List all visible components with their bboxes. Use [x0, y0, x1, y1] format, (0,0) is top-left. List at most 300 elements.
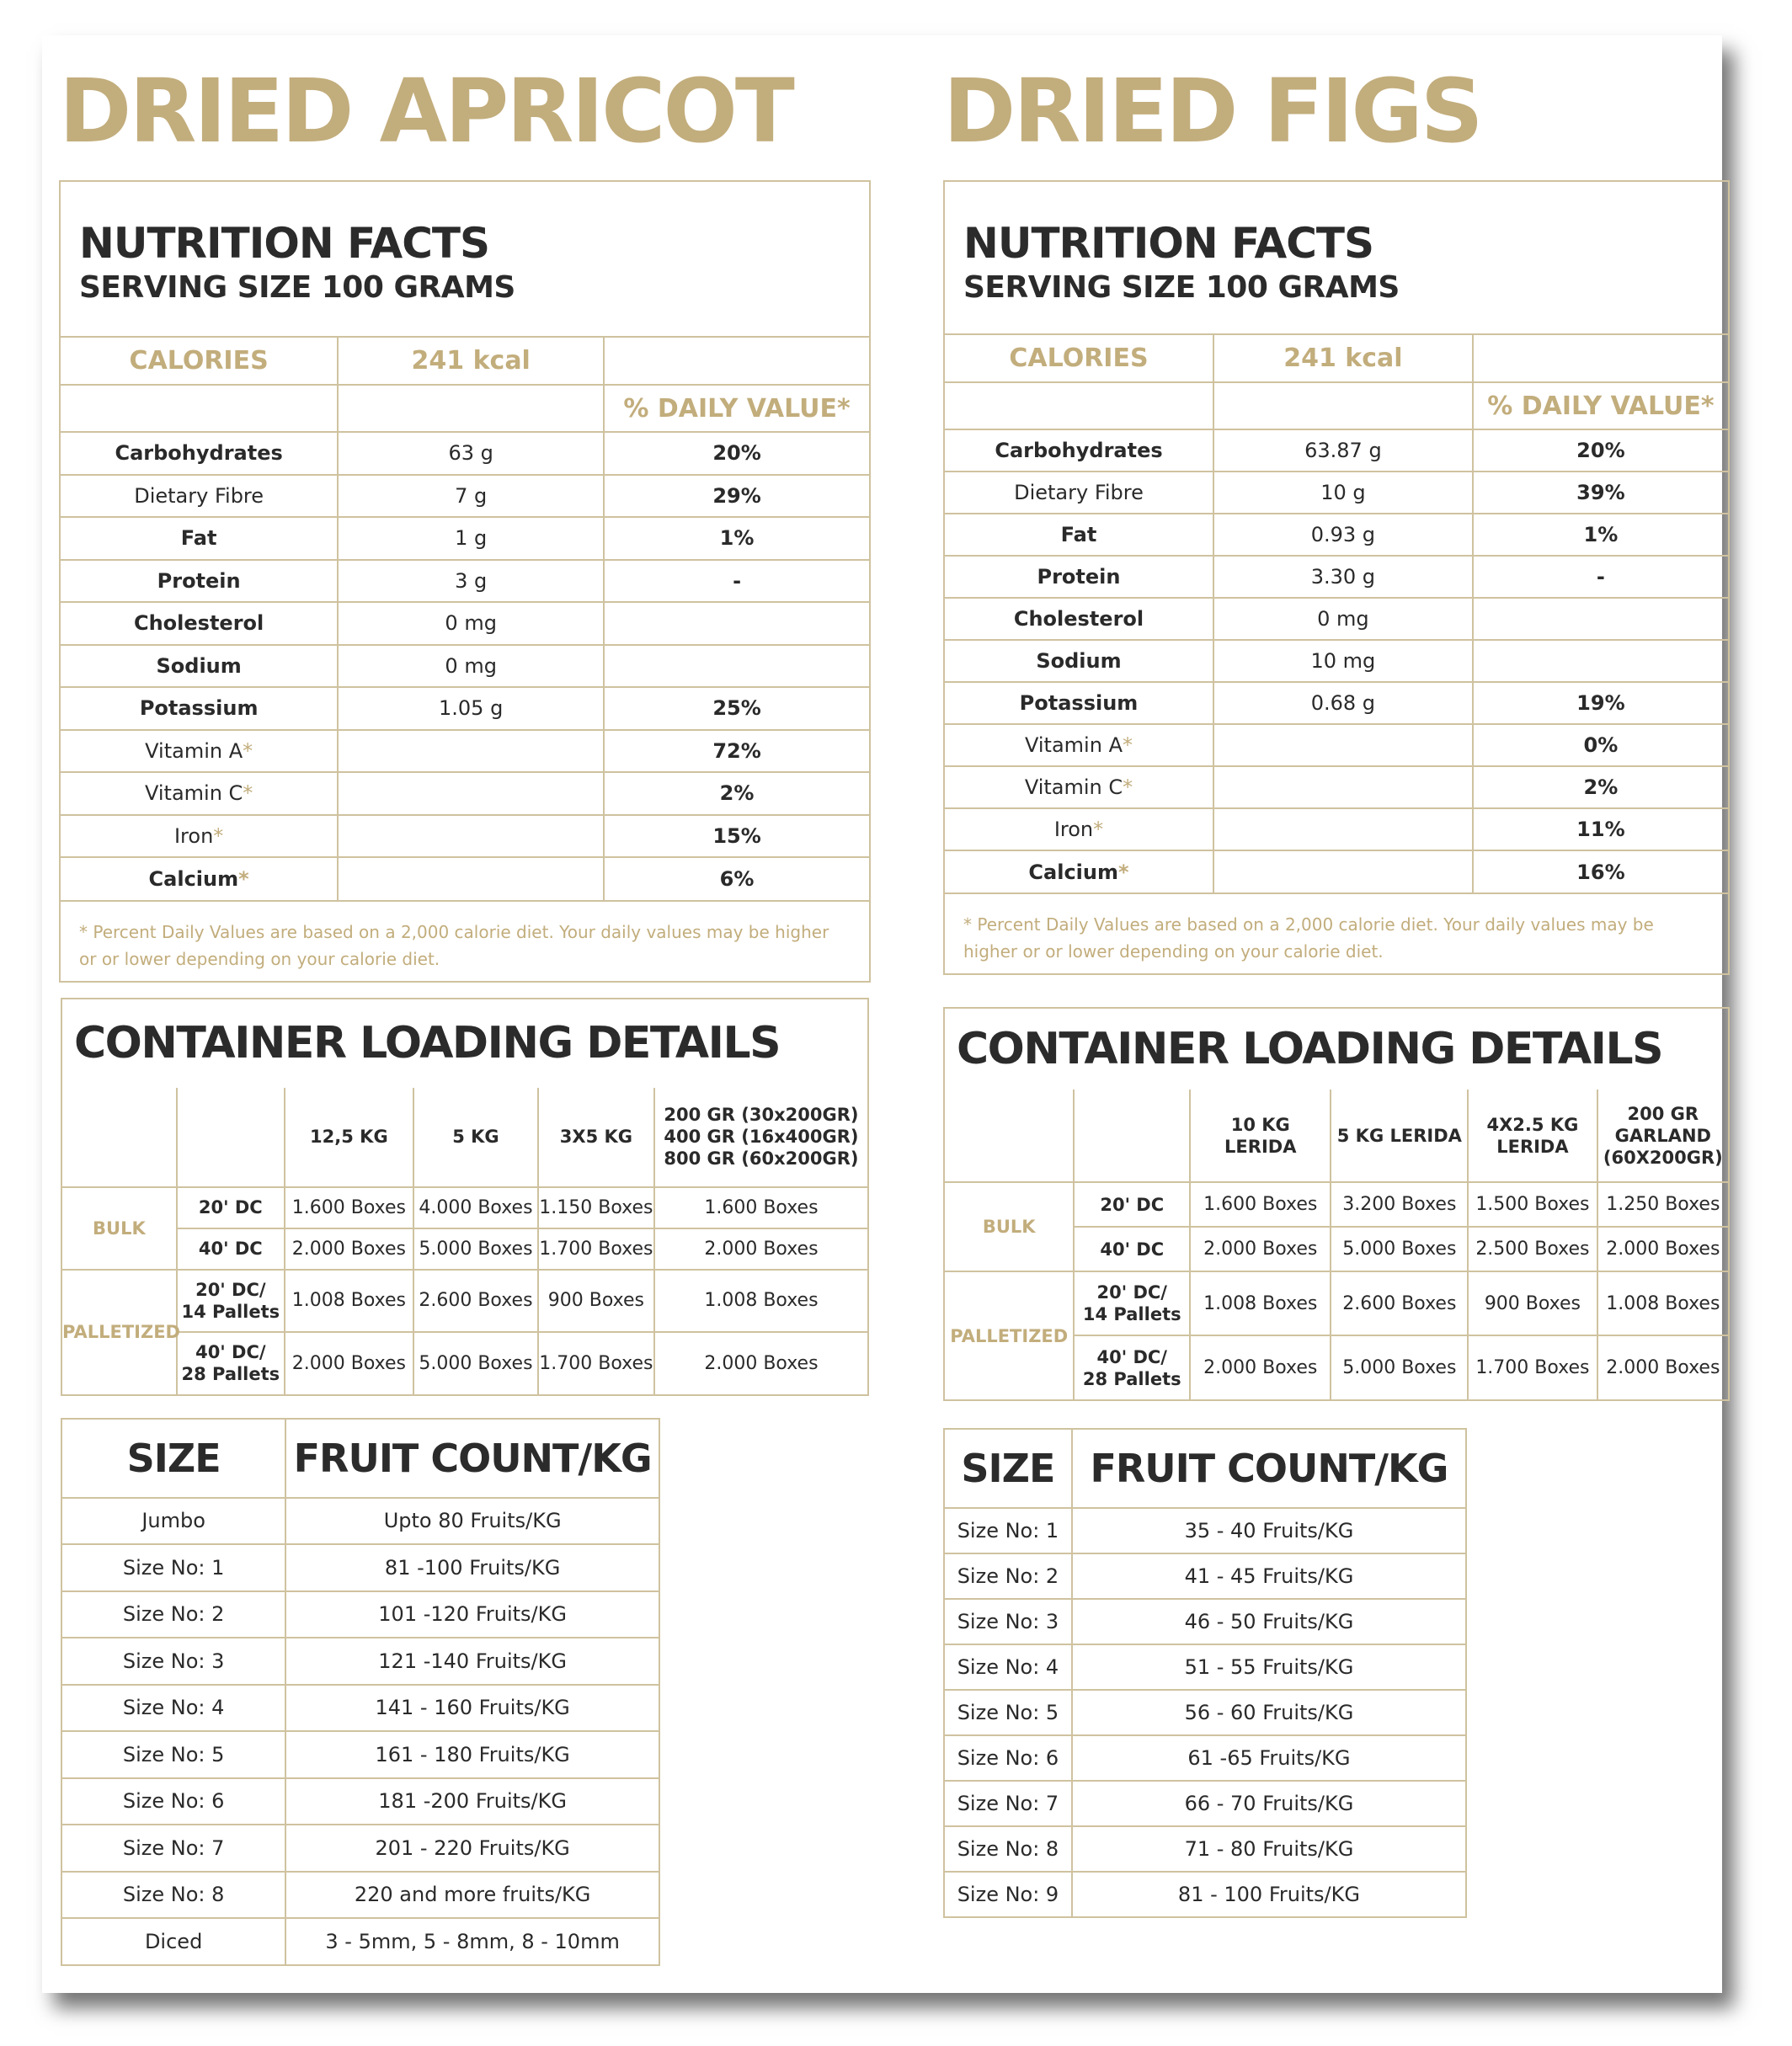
calories-label: CALORIES	[61, 338, 338, 385]
size-row	[944, 1553, 1466, 1599]
size-row	[61, 1544, 659, 1591]
box-count: 5.000 Boxes	[413, 1228, 538, 1270]
size-name: Size No: 2	[944, 1553, 1072, 1599]
container-size	[1074, 1335, 1190, 1399]
header-line: 5 KG	[452, 1127, 499, 1147]
box-count: 2.000 Boxes	[654, 1332, 867, 1394]
box-count: 2.000 Boxes	[1190, 1227, 1331, 1271]
serving-size: SERVING SIZE 100 GRAMS	[963, 270, 1400, 305]
nutrient-amount	[338, 815, 604, 858]
nutrient-label: Vitamin C	[144, 781, 243, 806]
nutrient-row	[945, 598, 1728, 640]
nutrient-name	[945, 850, 1213, 892]
container-size-line: 40' DC/	[195, 1342, 266, 1362]
nutrient-name	[61, 517, 338, 560]
nutrient-amount	[1213, 850, 1473, 892]
empty-cell	[61, 385, 338, 432]
nutrient-name	[945, 429, 1213, 472]
nutrient-label: Carbohydrates	[995, 439, 1163, 462]
nutrient-label: Protein	[157, 568, 241, 593]
nutrient-daily-value: 19%	[1473, 682, 1728, 724]
size-name: Jumbo	[61, 1498, 285, 1545]
nutrient-daily-value: 20%	[1473, 429, 1728, 472]
nutrient-amount: 10 mg	[1213, 640, 1473, 682]
nutrient-daily-value: 11%	[1473, 808, 1728, 850]
box-count: 1.500 Boxes	[1468, 1182, 1597, 1227]
box-count: 3.200 Boxes	[1331, 1182, 1468, 1227]
nutrient-amount: 0 mg	[338, 602, 604, 645]
nutrition-title: NUTRITION FACTS	[79, 219, 490, 268]
nutrition-facts-panel	[943, 180, 1730, 975]
package-size-header	[538, 1088, 654, 1187]
nutrient-name	[61, 730, 338, 773]
size-name: Size No: 5	[944, 1690, 1072, 1735]
package-size-header	[1597, 1090, 1728, 1182]
fruit-count: 161 - 180 Fruits/KG	[285, 1731, 659, 1778]
nutrient-amount: 1.05 g	[338, 687, 604, 730]
empty-cell	[1213, 382, 1473, 429]
nutrition-header	[945, 182, 1728, 335]
nutrient-amount	[1213, 766, 1473, 808]
container-loading-panel	[943, 1007, 1730, 1401]
nutrient-row	[61, 475, 869, 518]
nutrient-row	[61, 687, 869, 730]
nutrient-row	[61, 730, 869, 773]
package-size-header	[654, 1088, 867, 1187]
nutrient-amount: 7 g	[338, 475, 604, 518]
fruit-count: 71 - 80 Fruits/KG	[1072, 1826, 1466, 1872]
size-row	[944, 1735, 1466, 1781]
nutrient-name	[61, 475, 338, 518]
empty-cell	[945, 1090, 1074, 1182]
nutrient-label: Vitamin A	[1025, 733, 1123, 757]
empty-cell	[945, 382, 1213, 429]
spec-sheet	[42, 35, 1722, 1993]
nutrient-daily-value: 25%	[604, 687, 869, 730]
box-count: 1.008 Boxes	[1190, 1271, 1331, 1335]
nutrient-label: Iron	[1053, 818, 1094, 841]
nutrient-name	[945, 724, 1213, 766]
container-size	[1074, 1182, 1190, 1227]
container-size-line: 40' DC	[1100, 1239, 1165, 1260]
header-line: LERIDA	[1496, 1136, 1569, 1157]
nutrient-row	[945, 429, 1728, 472]
nutrient-label: Potassium	[1019, 691, 1139, 715]
box-count: 900 Boxes	[1468, 1271, 1597, 1335]
nutrient-daily-value: 2%	[1473, 766, 1728, 808]
size-name: Size No: 1	[944, 1508, 1072, 1553]
box-count: 5.000 Boxes	[1331, 1227, 1468, 1271]
container-header-row	[62, 1088, 867, 1187]
empty-cell	[338, 385, 604, 432]
size-row	[61, 1872, 659, 1919]
size-header-row	[944, 1429, 1466, 1508]
nutrient-row	[61, 432, 869, 475]
fruit-count: 101 -120 Fruits/KG	[285, 1591, 659, 1638]
nutrient-name	[61, 772, 338, 815]
box-count: 1.600 Boxes	[654, 1187, 867, 1228]
empty-cell	[1074, 1090, 1190, 1182]
size-name: Size No: 3	[944, 1599, 1072, 1644]
nutrient-label: Iron	[173, 823, 214, 848]
size-row	[61, 1638, 659, 1685]
size-row	[61, 1591, 659, 1638]
nutrient-row	[945, 682, 1728, 724]
nutrient-label: Potassium	[139, 696, 259, 721]
size-name: Size No: 9	[944, 1872, 1072, 1917]
container-row	[62, 1332, 867, 1394]
container-size	[177, 1270, 285, 1332]
size-name: Size No: 6	[944, 1735, 1072, 1781]
header-line: GARLAND	[1614, 1125, 1711, 1146]
fruit-count-header: FRUIT COUNT/KG	[285, 1419, 659, 1498]
nutrition-table	[61, 338, 869, 900]
loading-type-label: BULK	[62, 1187, 177, 1270]
nutrient-amount	[1213, 724, 1473, 766]
box-count: 2.000 Boxes	[1597, 1335, 1728, 1399]
fruit-count: 35 - 40 Fruits/KG	[1072, 1508, 1466, 1553]
nutrient-label: Vitamin C	[1024, 775, 1123, 799]
fruit-count: 81 -100 Fruits/KG	[285, 1544, 659, 1591]
nutrient-row	[61, 602, 869, 645]
nutrient-daily-value: -	[1473, 556, 1728, 598]
nutrient-label: Cholesterol	[1013, 607, 1144, 631]
size-name: Size No: 8	[944, 1826, 1072, 1872]
size-name: Size No: 3	[61, 1638, 285, 1685]
dv-header-row	[61, 385, 869, 432]
daily-value-header: % DAILY VALUE*	[604, 385, 869, 432]
size-header: SIZE	[944, 1429, 1072, 1508]
nutrition-title: NUTRITION FACTS	[963, 219, 1374, 268]
container-row	[945, 1182, 1728, 1227]
container-loading-panel	[61, 998, 869, 1396]
nutrient-row	[945, 556, 1728, 598]
calories-label: CALORIES	[945, 335, 1213, 382]
nutrient-row	[61, 772, 869, 815]
nutrient-daily-value: 6%	[604, 857, 869, 900]
fruit-count-table	[943, 1428, 1467, 1918]
footnote: * Percent Daily Values are based on a 2,000 calorie diet. Your daily values may be higher or or lower depending on your calorie diet.	[945, 892, 1728, 973]
nutrient-name	[61, 560, 338, 603]
container-loading-title: CONTAINER LOADING DETAILS	[957, 1024, 1663, 1074]
header-line: 800 GR (60x200GR)	[664, 1148, 859, 1169]
header-line: LERIDA	[1224, 1136, 1297, 1157]
nutrient-daily-value: 72%	[604, 730, 869, 773]
box-count: 2.000 Boxes	[1597, 1227, 1728, 1271]
fruit-count: 181 -200 Fruits/KG	[285, 1778, 659, 1825]
nutrient-amount	[1213, 808, 1473, 850]
nutrient-row	[945, 514, 1728, 556]
container-size-line: 28 Pallets	[181, 1364, 280, 1384]
size-name: Size No: 2	[61, 1591, 285, 1638]
container-size-line: 20' DC	[198, 1197, 263, 1217]
nutrient-amount: 0 mg	[1213, 598, 1473, 640]
nutrient-row	[945, 640, 1728, 682]
container-size	[177, 1332, 285, 1394]
loading-type-label: PALLETIZED	[945, 1271, 1074, 1399]
container-size-line: 28 Pallets	[1082, 1368, 1181, 1389]
container-loading-table	[62, 1088, 867, 1394]
box-count: 1.008 Boxes	[654, 1270, 867, 1332]
nutrient-daily-value: 1%	[604, 517, 869, 560]
nutrient-amount: 3.30 g	[1213, 556, 1473, 598]
nutrient-name	[61, 432, 338, 475]
header-line: 5 KG LERIDA	[1336, 1125, 1462, 1146]
empty-cell	[1473, 335, 1728, 382]
loading-type-label: PALLETIZED	[62, 1270, 177, 1394]
calories-value: 241 kcal	[1213, 335, 1473, 382]
empty-cell	[62, 1088, 177, 1187]
size-row	[944, 1599, 1466, 1644]
size-header-row	[61, 1419, 659, 1498]
calories-row	[945, 335, 1728, 382]
fruit-count: 51 - 55 Fruits/KG	[1072, 1644, 1466, 1690]
package-size-header	[1190, 1090, 1331, 1182]
box-count: 5.000 Boxes	[413, 1332, 538, 1394]
asterisk-mark: *	[243, 781, 253, 806]
nutrient-label: Sodium	[156, 653, 242, 678]
nutrient-daily-value: -	[604, 560, 869, 603]
size-name: Size No: 4	[61, 1685, 285, 1732]
container-size-line: 20' DC/	[1096, 1282, 1167, 1303]
container-size	[1074, 1271, 1190, 1335]
daily-value-header: % DAILY VALUE*	[1473, 382, 1728, 429]
header-line: 12,5 KG	[310, 1127, 388, 1147]
asterisk-mark: *	[238, 866, 249, 891]
nutrient-daily-value: 15%	[604, 815, 869, 858]
box-count: 900 Boxes	[538, 1270, 654, 1332]
package-size-header	[1468, 1090, 1597, 1182]
size-row	[61, 1778, 659, 1825]
container-size-line: 40' DC	[198, 1239, 263, 1259]
nutrient-row	[61, 857, 869, 900]
box-count: 1.008 Boxes	[1597, 1271, 1728, 1335]
nutrient-name	[945, 556, 1213, 598]
asterisk-mark: *	[1118, 860, 1129, 884]
asterisk-mark: *	[1123, 775, 1133, 799]
nutrient-daily-value: 0%	[1473, 724, 1728, 766]
nutrient-row	[61, 517, 869, 560]
nutrient-row	[945, 808, 1728, 850]
nutrient-row	[61, 815, 869, 858]
nutrient-name	[945, 514, 1213, 556]
box-count: 4.000 Boxes	[413, 1187, 538, 1228]
asterisk-mark: *	[1093, 818, 1104, 841]
box-count: 1.700 Boxes	[538, 1332, 654, 1394]
nutrient-amount: 0 mg	[338, 645, 604, 688]
box-count: 1.150 Boxes	[538, 1187, 654, 1228]
box-count: 2.000 Boxes	[285, 1332, 413, 1394]
nutrient-amount	[338, 730, 604, 773]
header-line: 200 GR (30x200GR)	[664, 1105, 859, 1125]
nutrient-label: Calcium	[148, 866, 239, 891]
nutrient-label: Cholesterol	[133, 611, 264, 636]
box-count: 2.600 Boxes	[413, 1270, 538, 1332]
header-line: 4X2.5 KG	[1486, 1114, 1579, 1135]
nutrient-label: Calcium	[1028, 860, 1118, 884]
fruit-count: 61 -65 Fruits/KG	[1072, 1735, 1466, 1781]
nutrient-daily-value	[604, 602, 869, 645]
header-line: (60X200GR)	[1603, 1147, 1723, 1168]
nutrient-daily-value	[1473, 640, 1728, 682]
apricot-column	[59, 35, 867, 1966]
nutrient-amount: 3 g	[338, 560, 604, 603]
loading-type-label: BULK	[945, 1182, 1074, 1271]
nutrient-name	[945, 640, 1213, 682]
nutrient-name	[945, 808, 1213, 850]
size-row	[61, 1918, 659, 1965]
size-row	[61, 1498, 659, 1545]
container-size-line: 14 Pallets	[1082, 1304, 1181, 1324]
box-count: 1.250 Boxes	[1597, 1182, 1728, 1227]
nutrient-daily-value: 20%	[604, 432, 869, 475]
size-row	[944, 1690, 1466, 1735]
container-loading-table	[945, 1090, 1728, 1399]
nutrient-amount: 1 g	[338, 517, 604, 560]
nutrient-row	[945, 724, 1728, 766]
nutrient-label: Dietary Fibre	[1014, 481, 1144, 504]
nutrient-name	[945, 766, 1213, 808]
nutrient-amount: 63.87 g	[1213, 429, 1473, 472]
header-line: 3X5 KG	[559, 1127, 633, 1147]
nutrient-daily-value: 2%	[604, 772, 869, 815]
size-row	[944, 1826, 1466, 1872]
size-name: Size No: 7	[61, 1825, 285, 1872]
nutrient-daily-value: 16%	[1473, 850, 1728, 892]
fruit-count: 46 - 50 Fruits/KG	[1072, 1599, 1466, 1644]
container-size	[1074, 1227, 1190, 1271]
asterisk-mark: *	[213, 823, 224, 848]
nutrient-rows	[61, 432, 869, 900]
box-count: 1.600 Boxes	[285, 1187, 413, 1228]
nutrient-label: Vitamin A	[145, 738, 243, 763]
fruit-count: Upto 80 Fruits/KG	[285, 1498, 659, 1545]
container-size-line: 20' DC/	[195, 1279, 266, 1300]
nutrient-daily-value	[604, 645, 869, 688]
fruit-count-header: FRUIT COUNT/KG	[1072, 1429, 1466, 1508]
box-count: 2.600 Boxes	[1331, 1271, 1468, 1335]
figs-column	[943, 35, 1726, 1918]
nutrient-daily-value: 39%	[1473, 472, 1728, 514]
serving-size: SERVING SIZE 100 GRAMS	[79, 270, 515, 305]
fruit-count: 81 - 100 Fruits/KG	[1072, 1872, 1466, 1917]
nutrient-label: Protein	[1037, 565, 1121, 589]
product-title: DRIED APRICOT	[59, 60, 792, 163]
size-row	[61, 1731, 659, 1778]
size-name: Size No: 6	[61, 1778, 285, 1825]
box-count: 2.000 Boxes	[654, 1228, 867, 1270]
size-name: Size No: 1	[61, 1544, 285, 1591]
empty-cell	[177, 1088, 285, 1187]
size-name: Size No: 4	[944, 1644, 1072, 1690]
container-header-row	[945, 1090, 1728, 1182]
container-size-line: 14 Pallets	[181, 1301, 280, 1322]
nutrient-name	[61, 815, 338, 858]
size-row	[61, 1825, 659, 1872]
nutrient-row	[61, 645, 869, 688]
box-count: 1.600 Boxes	[1190, 1182, 1331, 1227]
size-name: Size No: 8	[61, 1872, 285, 1919]
nutrient-name	[61, 857, 338, 900]
nutrient-daily-value: 1%	[1473, 514, 1728, 556]
nutrient-amount: 10 g	[1213, 472, 1473, 514]
asterisk-mark: *	[1122, 733, 1133, 757]
container-row	[62, 1270, 867, 1332]
fruit-count: 220 and more fruits/KG	[285, 1872, 659, 1919]
size-name: Size No: 7	[944, 1781, 1072, 1826]
nutrient-label: Fat	[1060, 523, 1097, 546]
size-name: Diced	[61, 1918, 285, 1965]
package-size-header	[285, 1088, 413, 1187]
fruit-count: 3 - 5mm, 5 - 8mm, 8 - 10mm	[285, 1918, 659, 1965]
box-count: 1.700 Boxes	[1468, 1335, 1597, 1399]
box-count: 1.700 Boxes	[538, 1228, 654, 1270]
size-row	[944, 1644, 1466, 1690]
size-row	[944, 1872, 1466, 1917]
dv-header-row	[945, 382, 1728, 429]
container-size-line: 40' DC/	[1096, 1346, 1167, 1367]
nutrient-daily-value: 29%	[604, 475, 869, 518]
box-count: 1.008 Boxes	[285, 1270, 413, 1332]
footnote: * Percent Daily Values are based on a 2,000 calorie diet. Your daily values may be higher or or lower depending on your calorie diet.	[61, 900, 869, 981]
calories-value: 241 kcal	[338, 338, 604, 385]
package-size-header	[413, 1088, 538, 1187]
header-line: 10 KG	[1230, 1114, 1290, 1135]
nutrient-row	[945, 850, 1728, 892]
nutrient-name	[945, 598, 1213, 640]
header-line: 400 GR (16x400GR)	[664, 1127, 859, 1147]
nutrient-row	[61, 560, 869, 603]
box-count: 5.000 Boxes	[1331, 1335, 1468, 1399]
nutrient-amount: 63 g	[338, 432, 604, 475]
container-row	[62, 1228, 867, 1270]
container-size	[177, 1228, 285, 1270]
header-line: 200 GR	[1627, 1103, 1699, 1124]
fruit-count: 121 -140 Fruits/KG	[285, 1638, 659, 1685]
nutrition-table	[945, 335, 1728, 892]
fruit-count: 201 - 220 Fruits/KG	[285, 1825, 659, 1872]
box-count: 2.000 Boxes	[285, 1228, 413, 1270]
asterisk-mark: *	[243, 738, 253, 763]
nutrient-amount: 0.68 g	[1213, 682, 1473, 724]
nutrient-label: Fat	[180, 526, 217, 551]
nutrient-daily-value	[1473, 598, 1728, 640]
container-row	[62, 1187, 867, 1228]
fruit-count: 66 - 70 Fruits/KG	[1072, 1781, 1466, 1826]
nutrient-label: Sodium	[1036, 649, 1122, 673]
box-count: 2.000 Boxes	[1190, 1335, 1331, 1399]
nutrient-amount	[338, 857, 604, 900]
size-row	[61, 1685, 659, 1732]
product-title: DRIED FIGS	[943, 60, 1481, 163]
container-size	[177, 1187, 285, 1228]
nutrient-name	[945, 682, 1213, 724]
nutrient-name	[945, 472, 1213, 514]
size-row	[944, 1508, 1466, 1553]
nutrient-amount: 0.93 g	[1213, 514, 1473, 556]
size-header: SIZE	[61, 1419, 285, 1498]
calories-row	[61, 338, 869, 385]
nutrition-facts-panel	[59, 180, 871, 983]
box-count: 2.500 Boxes	[1468, 1227, 1597, 1271]
fruit-count: 141 - 160 Fruits/KG	[285, 1685, 659, 1732]
nutrient-label: Carbohydrates	[115, 441, 283, 466]
nutrient-label: Dietary Fibre	[134, 483, 264, 508]
fruit-count: 41 - 45 Fruits/KG	[1072, 1553, 1466, 1599]
container-loading-title: CONTAINER LOADING DETAILS	[74, 1017, 781, 1068]
package-size-header	[1331, 1090, 1468, 1182]
fruit-count-table	[61, 1418, 660, 1966]
